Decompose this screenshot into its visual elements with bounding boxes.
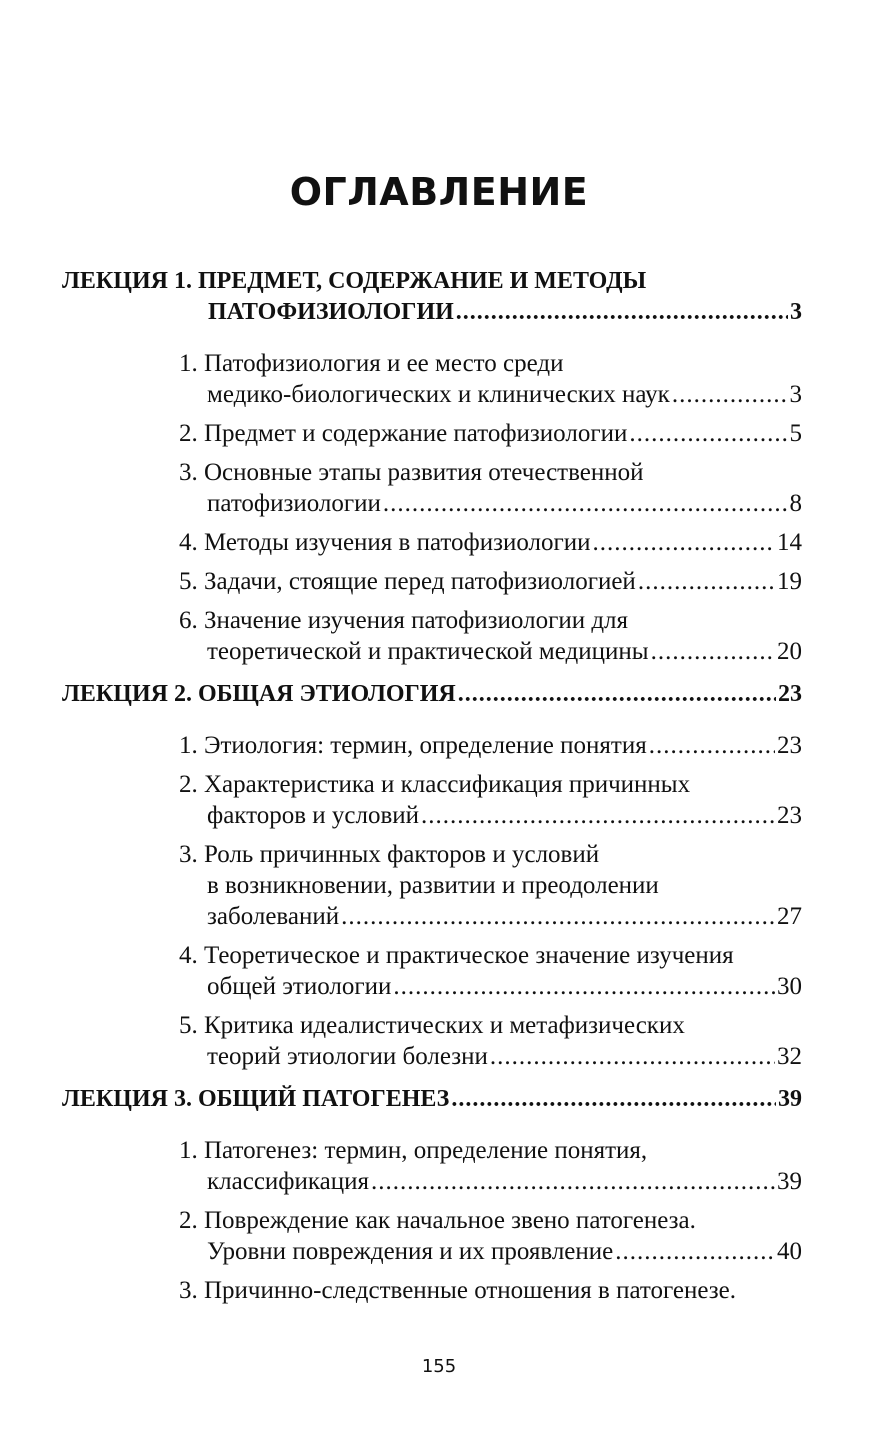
toc-item[interactable] [179, 348, 802, 410]
item-title-line: 2. Повреждение как начальное звено патогенеза. [179, 1207, 696, 1234]
lecture-3-entry[interactable] [62, 1084, 802, 1115]
dot-leader [456, 297, 788, 328]
item-title-line: 2. Характеристика и классификация причинных [179, 771, 691, 798]
dot-leader [371, 1166, 775, 1197]
lecture-1-items [179, 348, 802, 667]
table-of-contents [62, 266, 802, 1318]
page-number: 155 [421, 1356, 457, 1377]
lecture-2-entry[interactable] [62, 679, 802, 710]
item-title-line: патофизиологии [207, 490, 381, 517]
page-ref: 19 [777, 568, 802, 595]
lecture-title-line: ЛЕКЦИЯ 1. ПРЕДМЕТ, СОДЕРЖАНИЕ И МЕТОДЫ [62, 268, 647, 294]
toc-item[interactable] [179, 839, 802, 932]
page-ref: 27 [777, 903, 802, 930]
item-title-line: Уровни повреждения и их проявление [207, 1238, 614, 1265]
toc-item[interactable] [179, 1135, 802, 1197]
dot-leader [341, 901, 775, 932]
item-title-line: 4. Методы изучения в патофизиологии [179, 529, 591, 556]
page-ref: 23 [777, 732, 802, 759]
toc-item[interactable] [179, 1010, 802, 1072]
dot-leader [651, 636, 775, 667]
dot-leader [649, 730, 775, 761]
dot-leader [421, 800, 775, 831]
dot-leader [383, 488, 788, 519]
item-title-line: 6. Значение изучения патофизиологии для [179, 607, 629, 634]
page-ref: 3 [790, 299, 802, 325]
toc-item[interactable] [179, 1275, 802, 1306]
item-title-line: теорий этиологии болезни [207, 1043, 488, 1070]
page-ref: 5 [789, 420, 802, 447]
item-title-line: теоретической и практической медицины [207, 638, 649, 665]
item-title-line: в возникновении, развитии и преодолении [207, 872, 659, 899]
lecture-2-items [179, 730, 802, 1072]
dot-leader [458, 679, 776, 710]
lecture-title-line: ЛЕКЦИЯ 2. ОБЩАЯ ЭТИОЛОГИЯ [62, 681, 456, 707]
item-title-line: общей этиологии [207, 973, 392, 1000]
dot-leader [615, 1236, 775, 1267]
item-title-line: 5. Задачи, стоящие перед патофизиологией [179, 568, 636, 595]
item-title-line: 1. Патогенез: термин, определение понятия, [179, 1137, 648, 1164]
page-title: ОГЛАВЛЕНИЕ [289, 170, 589, 214]
item-title-line: 1. Патофизиология и ее место среди [179, 350, 564, 377]
toc-item[interactable] [179, 566, 802, 597]
item-title-line: классификация [207, 1168, 369, 1195]
lecture-title-line: ПАТОФИЗИОЛОГИИ [208, 299, 454, 325]
dot-leader [672, 379, 788, 410]
item-title-line: 3. Основные этапы развития отечественной [179, 459, 644, 486]
page-ref: 8 [789, 490, 802, 517]
dot-leader [629, 418, 787, 449]
toc-item[interactable] [179, 1205, 802, 1267]
dot-leader [393, 971, 775, 1002]
dot-leader [490, 1041, 775, 1072]
item-title-line: 5. Критика идеалистических и метафизических [179, 1012, 685, 1039]
page-ref: 39 [777, 1168, 802, 1195]
item-title-line: медико-биологических и клинических наук [207, 381, 670, 408]
lecture-3-items [179, 1135, 802, 1306]
toc-item[interactable] [179, 418, 802, 449]
page-ref: 3 [789, 381, 802, 408]
item-title-line: 3. Роль причинных факторов и условий [179, 841, 600, 868]
dot-leader [638, 566, 775, 597]
item-title-line: 3. Причинно-следственные отношения в патогенезе. [179, 1277, 737, 1304]
page-ref: 20 [777, 638, 802, 665]
page-ref: 23 [778, 681, 802, 707]
page-ref: 40 [777, 1238, 802, 1265]
item-title-line: 2. Предмет и содержание патофизиологии [179, 420, 628, 447]
item-title-line: факторов и условий [207, 802, 420, 829]
toc-item[interactable] [179, 527, 802, 558]
dot-leader [451, 1084, 776, 1115]
item-title-line: 4. Теоретическое и практическое значение изучения [179, 942, 734, 969]
toc-item[interactable] [179, 730, 802, 761]
toc-item[interactable] [179, 457, 802, 519]
dot-leader [593, 527, 775, 558]
toc-item[interactable] [179, 605, 802, 667]
page-ref: 14 [777, 529, 802, 556]
page-ref: 39 [778, 1086, 802, 1112]
lecture-1-entry[interactable] [62, 266, 802, 328]
toc-item[interactable] [179, 940, 802, 1002]
item-title-line: заболеваний [207, 903, 340, 930]
toc-item[interactable] [179, 769, 802, 831]
page-ref: 30 [777, 973, 802, 1000]
page-ref: 23 [777, 802, 802, 829]
page-ref: 32 [777, 1043, 802, 1070]
item-title-line: 1. Этиология: термин, определение понятия [179, 732, 647, 759]
lecture-title-line: ЛЕКЦИЯ 3. ОБЩИЙ ПАТОГЕНЕЗ [62, 1086, 450, 1112]
